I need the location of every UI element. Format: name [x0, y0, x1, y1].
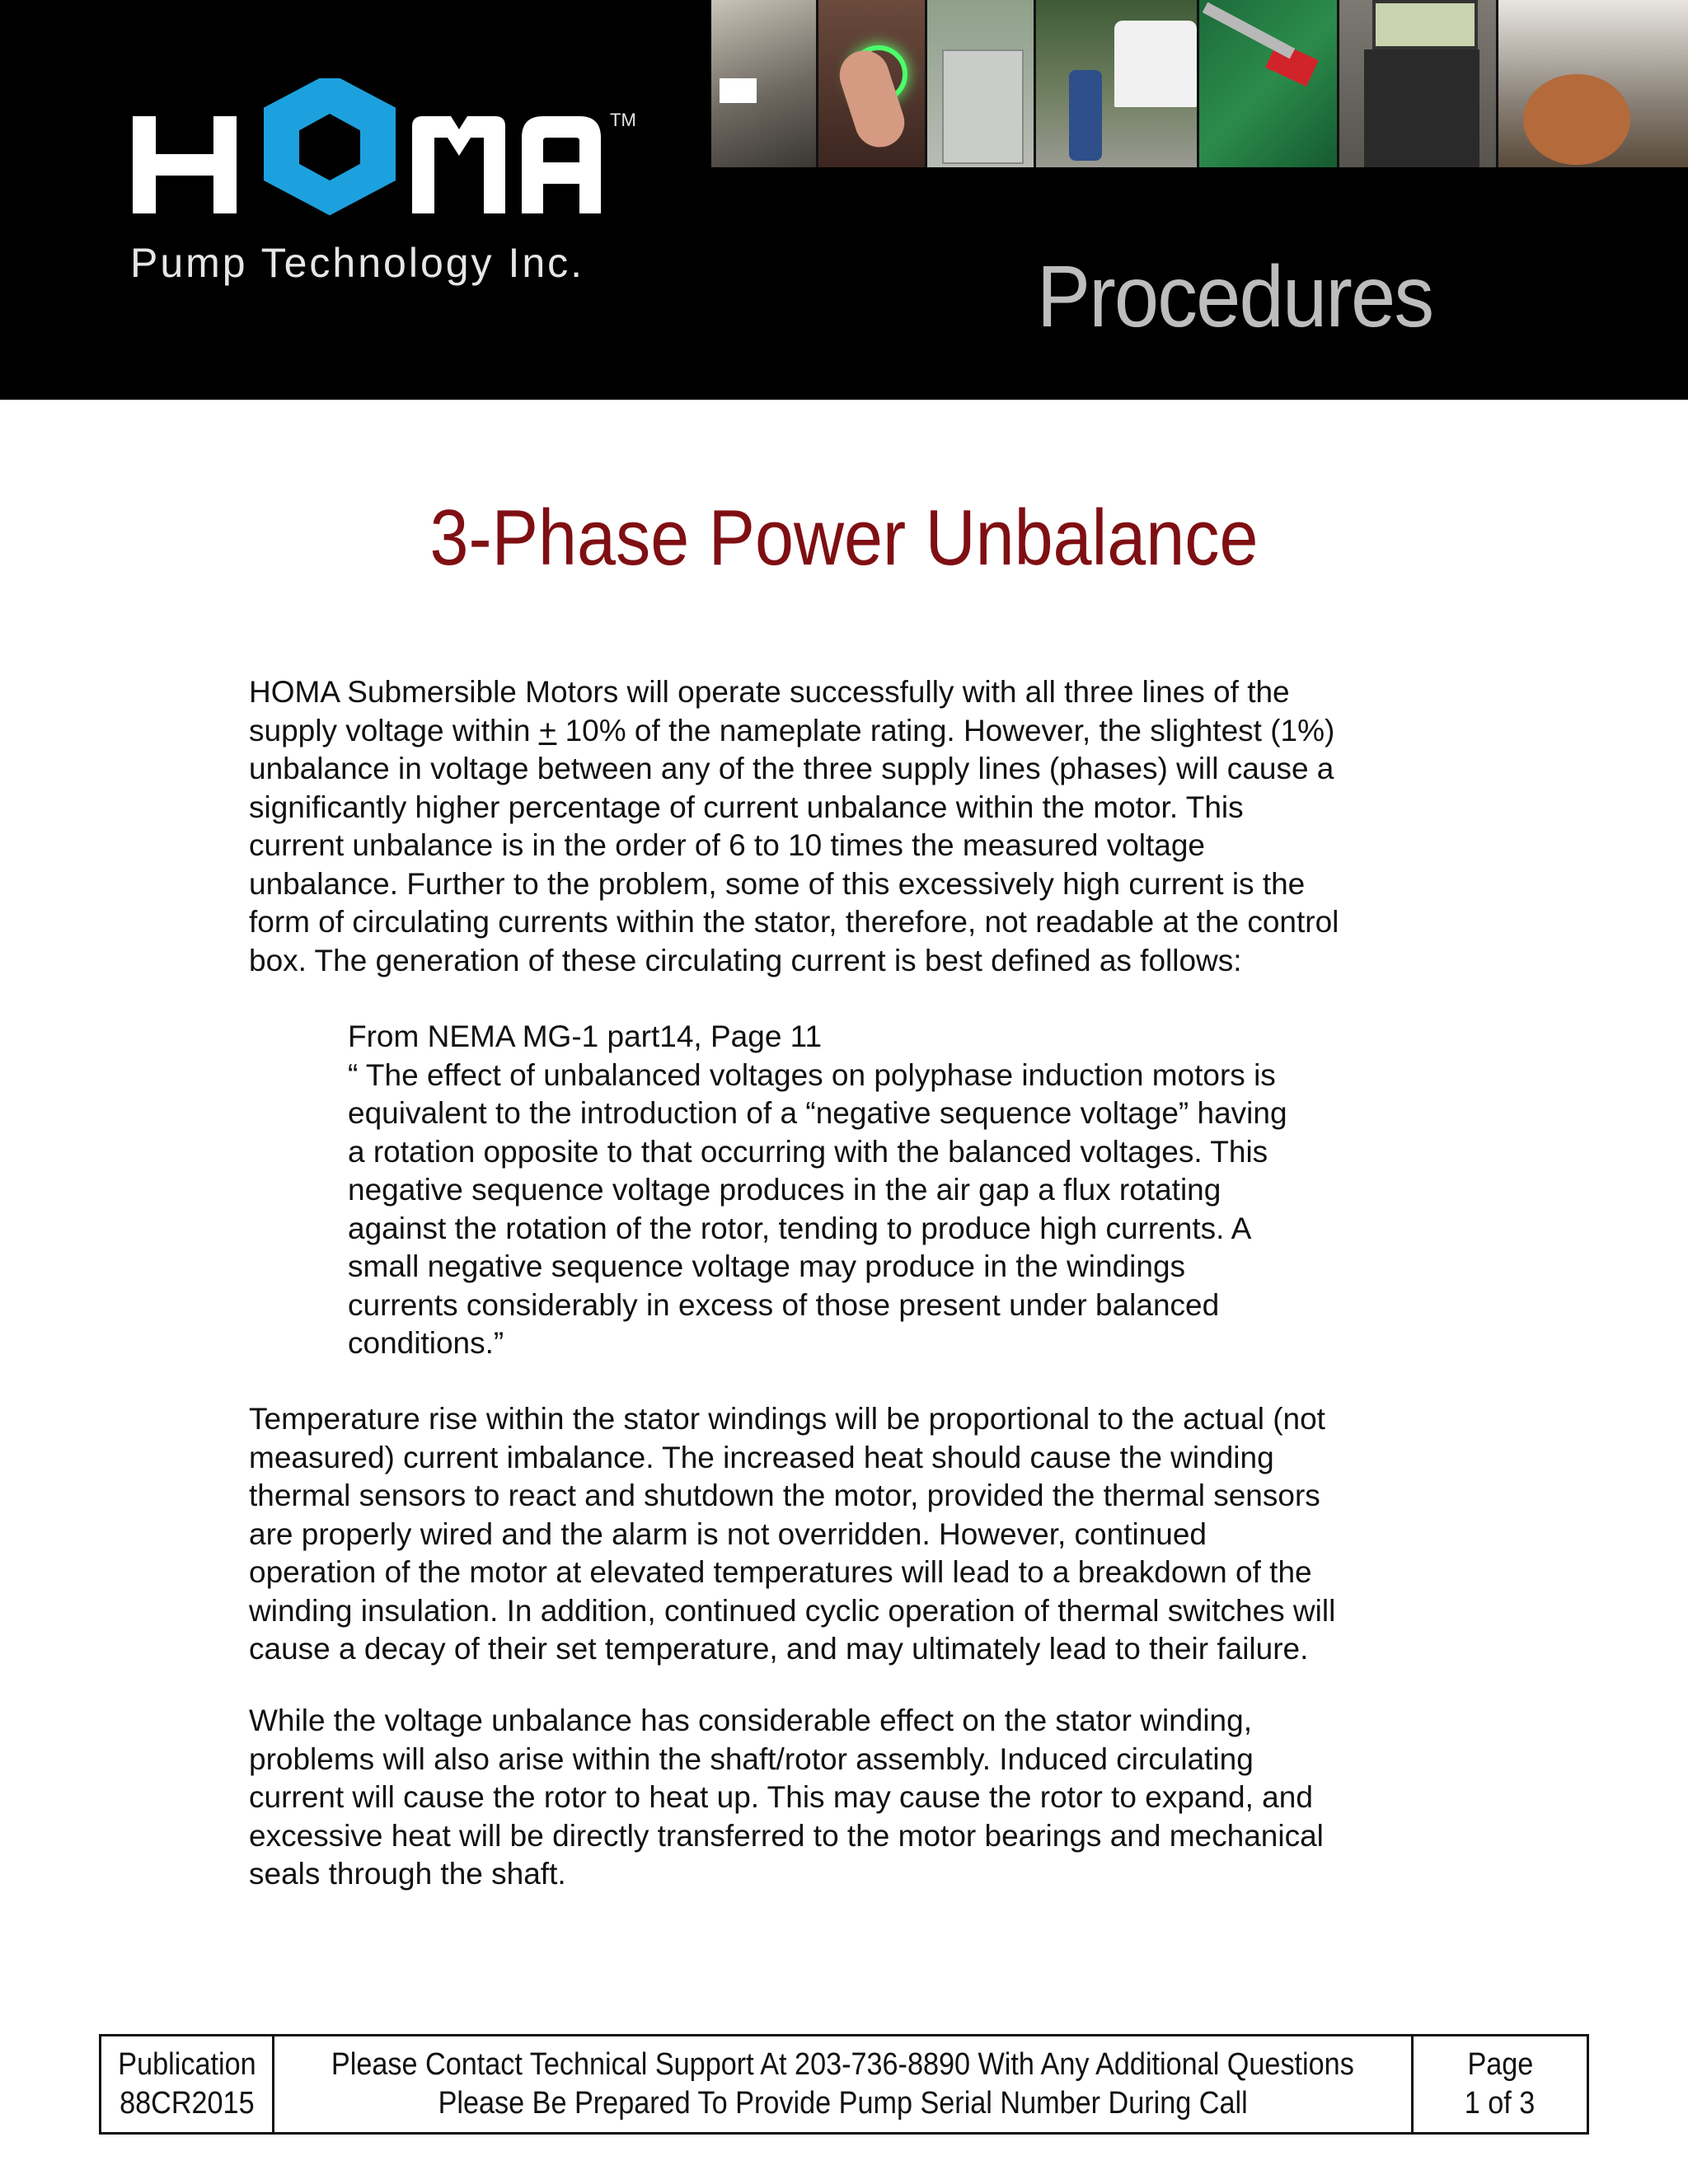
page-title [0, 493, 1688, 583]
intro-line-1: HOMA Submersible Motors will operate successfully with all three lines of the [249, 675, 1290, 709]
nema-quote [348, 1018, 1543, 1363]
quote-line-6: against the rotation of the rotor, tending to produce high currents. A [348, 1211, 1252, 1245]
multimeter-photo [1339, 0, 1498, 167]
quote-line-8: currents considerably in excess of those present under balanced [348, 1287, 1220, 1322]
company-tagline: Pump Technology Inc. [130, 240, 585, 286]
temperature-line-4: are properly wired and the alarm is not overridden. However, continued [249, 1516, 1207, 1551]
control-panel-photo [927, 0, 1036, 167]
quote-line-7: small negative sequence voltage may produce in the windings [348, 1249, 1186, 1283]
intro-line-7: form of circulating currents within the stator, therefore, not readable at the control [249, 905, 1339, 939]
page-number-cell [1414, 2036, 1587, 2132]
quote-line-5: negative sequence voltage produces in the air gap a flux rotating [348, 1173, 1221, 1207]
rotor-line-2: problems will also arise within the shaft/rotor assembly. Induced circulating [249, 1741, 1254, 1776]
temperature-line-5: operation of the motor at elevated temperatures will lead to a breakdown of the [249, 1555, 1312, 1589]
technician-photo [711, 0, 818, 167]
header-photo-strip [711, 0, 1688, 167]
page-header [0, 0, 1688, 400]
service-van-photo [1036, 0, 1199, 167]
motor-repair-photo [1498, 0, 1688, 167]
publication-cell [101, 2036, 274, 2132]
homa-logo [128, 78, 639, 309]
page-label: Page [1467, 2047, 1533, 2082]
intro-line-2-prefix: supply voltage within [249, 713, 539, 748]
quote-line-2: “ The effect of unbalanced voltages on polyphase induction motors is [348, 1057, 1276, 1092]
page-title-text: 3-Phase Power Unbalance [429, 494, 1259, 582]
temperature-line-2: measured) current imbalance. The increased heat should cause the winding [249, 1440, 1274, 1474]
rotor-line-4: excessive heat will be directly transferred to the motor bearings and mechanical [249, 1818, 1324, 1853]
quote-line-1: From NEMA MG-1 part14, Page 11 [348, 1019, 823, 1053]
temperature-line-7: cause a decay of their set temperature, and may ultimately lead to their failure. [249, 1632, 1309, 1666]
intro-line-5: current unbalance is in the order of 6 to 10 times the measured voltage [249, 828, 1206, 862]
trademark-mark: TM [610, 110, 636, 130]
publication-label: Publication [117, 2047, 256, 2082]
rotor-line-3: current will cause the rotor to heat up. This may cause the rotor to expand, and [249, 1780, 1313, 1814]
temperature-line-1: Temperature rise within the stator windings will be proportional to the actual (not [249, 1402, 1325, 1436]
support-line-1: Please Contact Technical Support At 203-736-8890 With Any Additional Questions [331, 2047, 1355, 2082]
intro-line-3: unbalance in voltage between any of the three supply lines (phases) will cause a [249, 752, 1334, 785]
temperature-paragraph [249, 1400, 1444, 1669]
page-count: 1 of 3 [1465, 2086, 1536, 2121]
support-line-2: Please Be Prepared To Provide Pump Serial Number During Call [438, 2086, 1248, 2121]
homa-wordmark-icon [128, 78, 614, 227]
quote-line-4: a rotation opposite to that occurring with the balanced voltages. This [348, 1134, 1268, 1169]
intro-line-6: unbalance. Further to the problem, some of this excessively high current is the [249, 866, 1306, 901]
support-cell [274, 2036, 1414, 2132]
rotor-line-1: While the voltage unbalance has considerable effect on the stator winding, [249, 1704, 1252, 1737]
page-footer [99, 2034, 1589, 2135]
intro-line-4: significantly higher percentage of current unbalance within the motor. This [249, 790, 1244, 824]
intro-paragraph [249, 673, 1444, 980]
circuit-board-photo [1199, 0, 1339, 167]
publication-number: 88CR2015 [119, 2086, 255, 2121]
temperature-line-3: thermal sensors to react and shutdown the motor, provided the thermal sensors [249, 1479, 1320, 1512]
rotor-paragraph [249, 1702, 1444, 1894]
green-button-photo [818, 0, 927, 167]
intro-line-2 [249, 712, 1444, 751]
rotor-line-5: seals through the shaft. [249, 1857, 566, 1891]
intro-line-8: box. The generation of these circulating current is best defined as follows: [249, 943, 1242, 977]
quote-line-3: equivalent to the introduction of a “negative sequence voltage” having [348, 1096, 1287, 1130]
procedures-label: Procedures [1037, 248, 1433, 345]
temperature-line-6: winding insulation. In addition, continued cyclic operation of thermal switches will [249, 1593, 1336, 1628]
plus-minus-symbol: + [538, 713, 557, 748]
intro-line-2-rest: 10% of the nameplate rating. However, the slightest (1%) [565, 713, 1335, 748]
quote-line-9: conditions.” [348, 1326, 504, 1360]
